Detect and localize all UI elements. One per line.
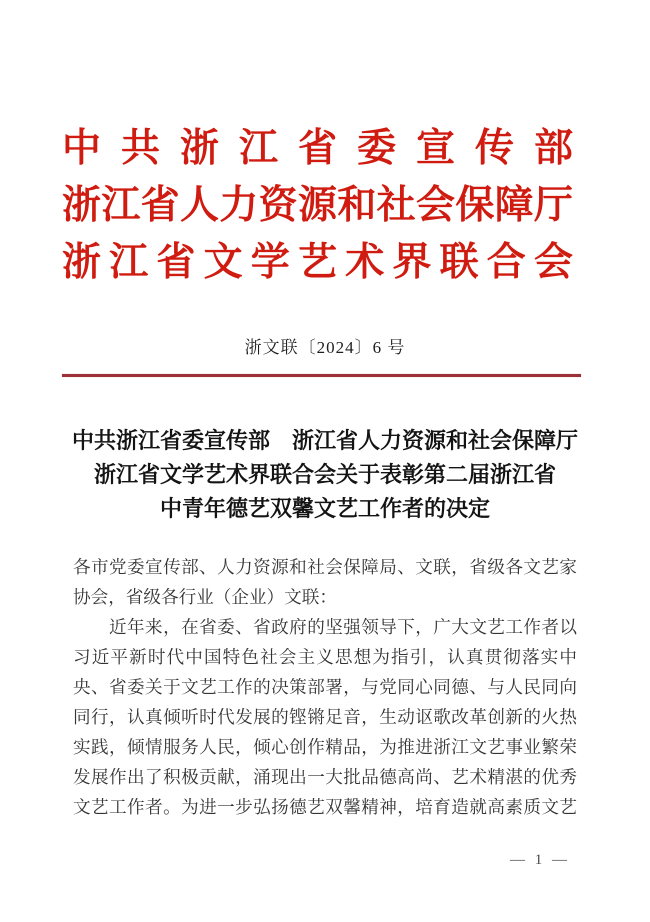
body-text-line: 实践，倾情服务人民，倾心创作精品，为推进浙江文艺事业繁荣 bbox=[73, 737, 577, 757]
body-text-line: 发展作出了积极贡献，涌现出一大批品德高尚、艺术精湛的优秀 bbox=[73, 767, 577, 787]
body-text-line: 各市党委宣传部、人力资源和社会保障局、文联，省级各文艺家 bbox=[73, 557, 577, 577]
body-text-line: 文艺工作者。为进一步弘扬德艺双馨精神，培育造就高素质文艺 bbox=[73, 797, 577, 817]
document-title-line-2: 浙江省文学艺术界联合会关于表彰第二届浙江省 bbox=[93, 462, 556, 487]
body-text-line: 近年来，在省委、省政府的坚强领导下，广大文艺工作者以 bbox=[73, 617, 577, 637]
red-divider-rule bbox=[62, 374, 581, 377]
issuing-agencies-header bbox=[62, 0, 573, 291]
body-text-line: 央、省委关于文艺工作的决策部署，与党同心同德、与人民同向 bbox=[73, 677, 577, 697]
body-text-line: 同行，认真倾听时代发展的铿锵足音，生动讴歌改革创新的火热 bbox=[73, 707, 577, 727]
document-body bbox=[73, 552, 577, 822]
document-title-line-3: 中青年德艺双馨文艺工作者的决定 bbox=[159, 496, 490, 521]
document-title-line-1: 中共浙江省委宣传部 浙江省人力资源和社会保障厅 bbox=[71, 428, 578, 453]
document-number: 浙文联〔2024〕6 号 bbox=[244, 338, 406, 357]
page-number: — 1 — bbox=[510, 852, 570, 868]
agency-name-line-1: 中共浙江省委宣传部 bbox=[62, 127, 573, 170]
document-title bbox=[0, 424, 650, 526]
agency-name-line-2: 浙江省人力资源和社会保障厅 bbox=[62, 184, 573, 227]
body-text-line: 习近平新时代中国特色社会主义思想为指引，认真贯彻落实中 bbox=[73, 647, 577, 667]
agency-name-line-3: 浙江省文学艺术界联合会 bbox=[62, 241, 573, 284]
body-text-line: 协会，省级各行业（企业）文联： bbox=[73, 587, 337, 607]
